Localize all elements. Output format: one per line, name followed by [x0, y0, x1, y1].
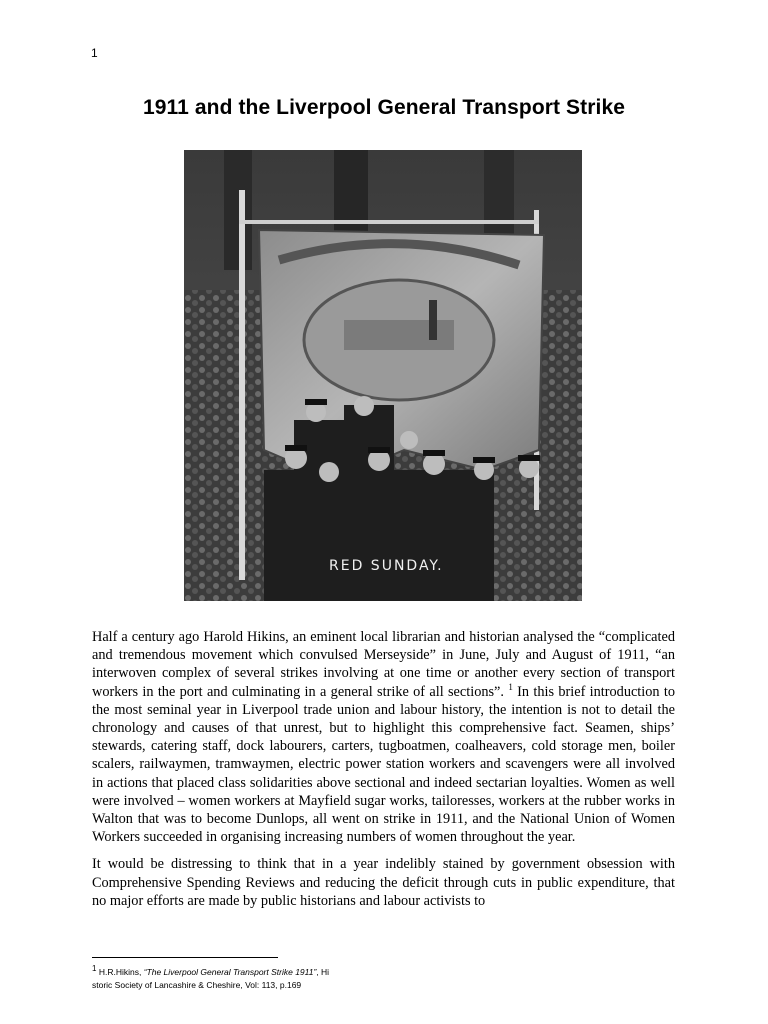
footnote-reference: 1: [508, 681, 513, 692]
body-text: [92, 628, 675, 919]
paragraph-1-part-a: Half a century ago Harold Hikins, an eminent local librarian and historian analysed the “complicated and tremendous movement which convulsed Merseyside” in June, July and August of 1911, “an interwoven complex of several strikes involving at one time or another every section of transport workers in the port and culminating in a general strike of all sections”.: [92, 629, 675, 700]
footnote-rest-line1: , Hi: [316, 967, 330, 977]
footnote-divider: [92, 957, 278, 958]
footnote-work: “The Liverpool General Transport Strike 1911”: [143, 967, 317, 977]
photo-caption: RED SUNDAY.: [329, 558, 444, 574]
footnote-author: H.R.Hikins,: [98, 967, 144, 977]
strike-photograph: [184, 150, 582, 601]
paragraph-1: [92, 628, 675, 846]
footnote: [92, 966, 392, 992]
footnote-line2: storic Society of Lancashire & Cheshire, Vol: 113, p.169: [92, 980, 302, 990]
paragraph-2: It would be distressing to think that in a year indelibly stained by government obsession with Comprehensive Spending Reviews and reducing the deficit through cuts in public expenditure, that no major efforts are made by public historians and labour activists to: [92, 856, 675, 909]
page-number: 1: [91, 46, 98, 60]
paragraph-1-part-b: In this brief introduction to the most seminal year in Liverpool trade union and labour history, the intention is not to detail the chronology and causes of that unrest, but to highlight this comprehensive fact. Seamen, ships’ stewards, catering staff, dock labourers, carters, tugboatmen, coalheavers, cold storage men, boiler scalers, railwaymen, tramwaymen, electric power station workers and scavengers were all involved in actions that placed class solidarities above sectional and indeed sectarian loyalties. Women as well were involved – women workers at Mayfield sugar works, tailoresses, workers at the rubber works in Walton that was to become Dunlops, all went on strike in 1911, and the National Union of Women Workers succeeded in organising increasing numbers of women throughout the year.: [92, 683, 675, 846]
page-title: 1911 and the Liverpool General Transport Strike: [142, 96, 626, 119]
footnote-number: 1: [92, 964, 97, 974]
